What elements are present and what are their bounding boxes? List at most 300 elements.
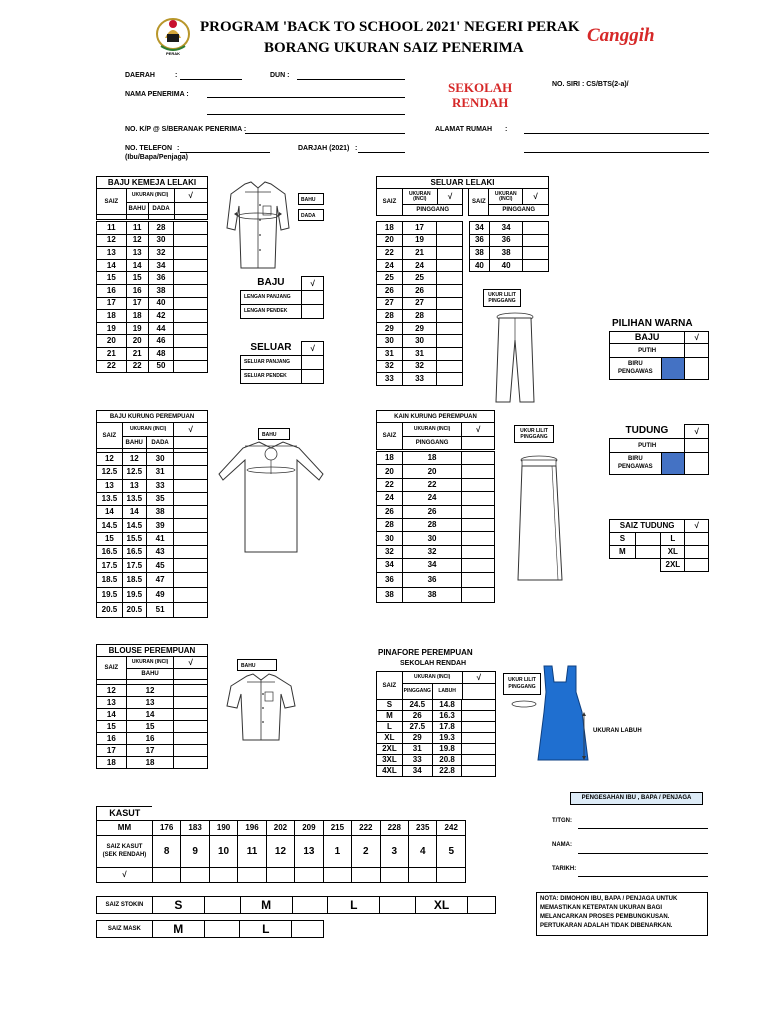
pinafore-labuh: 16.3 [432,711,462,722]
seluar-row [470,259,549,272]
seluar-pendek-check[interactable] [302,370,324,384]
mask-m-check[interactable] [204,921,240,938]
tudung-putih-check[interactable] [685,439,709,453]
kain-kurung-header [376,410,495,450]
kurung-row [97,492,208,505]
bahu-kurung-text: BAHU [262,432,277,438]
kain-row-check[interactable] [462,572,495,587]
seluar-row-check[interactable] [437,259,463,272]
mask-m: M [152,921,204,938]
kain-row-check[interactable] [462,492,495,505]
kasut-tick-cell[interactable] [266,868,294,883]
kain-pinggang: 34 [402,559,461,572]
blouse-saiz: 16 [97,733,127,745]
kurung-row-check[interactable] [174,546,208,559]
nota-line-3: MELANCARKAN PROSES PEMBUNGKUSAN. [540,914,670,920]
seluar-row-check[interactable] [437,335,463,348]
kurung-saiz: 18.5 [97,572,123,587]
pinafore-row-check[interactable] [462,700,496,711]
kasut-saiz-value: 5 [437,836,466,868]
kasut-mm-value: 228 [380,821,408,836]
kurung-row-check[interactable] [174,587,208,602]
blouse-row-check[interactable] [174,697,208,709]
kain-pinggang: 28 [402,518,461,531]
kain-row-check[interactable] [462,545,495,558]
kurung-bahu: 13.5 [122,492,146,505]
seluar-saiz: 36 [470,234,490,247]
kurung-bahu: 16.5 [122,546,146,559]
dun-field[interactable] [297,79,405,80]
kasut-tick-cell[interactable] [209,868,237,883]
kain-saiz: 26 [377,505,403,518]
kurung-saiz: 15 [97,532,123,545]
kurung-bahu: 20.5 [122,602,146,617]
pengesahan-box [570,792,703,805]
pinafore-row [377,722,496,733]
stokin-s-check[interactable] [204,897,240,914]
kurung-bahu: 14.5 [122,519,146,532]
notel-sublabel: (Ibu/Bapa/Penjaga) [125,154,189,161]
ukur-lilit-s-1: UKUR LILIT [488,292,516,298]
kemeja-row-check[interactable] [174,322,208,335]
pengesahan-nama-field[interactable] [578,853,708,854]
seluar-row-check[interactable] [523,222,549,235]
pilihan-warna-title: PILIHAN WARNA [612,318,693,329]
pinafore-row-check[interactable] [462,755,496,766]
pinafore-labuh: 19.3 [432,733,462,744]
kurung-row [97,466,208,479]
dada-header: DADA [148,203,174,215]
tudung-size-s-check[interactable] [635,533,661,546]
pinafore-row-check[interactable] [462,711,496,722]
kemeja-row-check[interactable] [174,360,208,373]
kain-row [377,492,495,505]
seluar-row-check[interactable] [437,284,463,297]
stokin-xl-check[interactable] [468,897,496,914]
kasut-saiz-value: 4 [409,836,437,868]
kemeja-saiz: 19 [97,322,127,335]
seluar-row-check[interactable] [437,373,463,386]
kurung-dada: 35 [146,492,174,505]
dun-label: DUN : [270,72,290,79]
seluar-row-check[interactable] [437,272,463,285]
kain-row-check[interactable] [462,505,495,518]
kemeja-row-check[interactable] [174,234,208,247]
kemeja-row [97,335,208,348]
kain-row-check[interactable] [462,478,495,491]
ukuran-header-b: UKURAN (INCI) [126,657,174,669]
kurung-row [97,559,208,572]
daerah-field[interactable] [180,79,242,80]
kurung-row [97,519,208,532]
alamat-field-2[interactable] [524,152,709,153]
seluar-pinggang: 33 [402,373,437,386]
kurung-row [97,532,208,545]
pinafore-row-check[interactable] [462,733,496,744]
seluar-row-check[interactable] [437,297,463,310]
nota-line-1: NOTA: DIMOHON IBU, BAPA / PENJAGA UNTUK [540,896,678,902]
seluar-row-check[interactable] [523,234,549,247]
seluar-row-check[interactable] [437,347,463,360]
seluar-row-check[interactable] [523,247,549,260]
kemeja-row [97,222,208,235]
pinafore-row-check[interactable] [462,722,496,733]
kemeja-row-check[interactable] [174,259,208,272]
blouse-row-check[interactable] [174,733,208,745]
pinafore-saiz: XL [377,733,403,744]
kain-row [377,587,495,602]
kasut-mm-value: 222 [352,821,380,836]
kain-pinggang: 32 [402,545,461,558]
kemeja-saiz: 11 [97,222,127,235]
mask-l-check[interactable] [292,921,324,938]
pinafore-pinggang: 29 [402,733,432,744]
kemeja-row-check[interactable] [174,222,208,235]
kasut-tick-cell[interactable] [295,868,323,883]
kemeja-row-check[interactable] [174,272,208,285]
kurung-row-check[interactable] [174,492,208,505]
kemeja-saiz: 15 [97,272,127,285]
kurung-bahu: 17.5 [122,559,146,572]
blouse-row [97,697,208,709]
school-level-line2: RENDAH [452,95,509,110]
blouse-row [97,745,208,757]
blouse-saiz: 13 [97,697,127,709]
kasut-tick-cell[interactable] [152,868,180,883]
baju-kemeja-title: BAJU KEMEJA LELAKI [97,177,208,189]
tudung-putih: PUTIH [610,439,685,453]
kasut-saiz-value: 8 [152,836,180,868]
seluar-pinggang: 25 [402,272,437,285]
kain-pinggang: 18 [402,452,461,465]
pinafore-saiz: L [377,722,403,733]
kemeja-dada: 48 [148,347,174,360]
stokin-table [96,896,496,914]
nota-line-4: PERTUKARAN ADALAH TIDAK DIBENARKAN. [540,923,673,929]
kasut-mm-value: 196 [238,821,266,836]
pinafore-saiz: 2XL [377,744,403,755]
kasut-tick-cell[interactable] [437,868,466,883]
kurung-bahu: 13 [122,479,146,492]
kasut-tick-cell[interactable] [352,868,380,883]
tudung-size-xl: XL [661,546,685,559]
kurung-saiz: 13.5 [97,492,123,505]
lengan-pendek: LENGAN PENDEK [241,305,302,319]
seluar-row-check[interactable] [437,322,463,335]
kain-row-check[interactable] [462,587,495,602]
tudung-size-2xl: 2XL [661,559,685,572]
kain-pinggang: 20 [402,465,461,478]
kemeja-row-check[interactable] [174,310,208,323]
kain-saiz: 36 [377,572,403,587]
pinafore-pinggang: 24.5 [402,700,432,711]
pinafore-row [377,755,496,766]
saiz-header-r: SAIZ [469,189,489,216]
ttgn-field[interactable] [578,828,708,829]
kain-saiz: 20 [377,465,403,478]
darjah-field[interactable] [358,152,405,153]
kemeja-row-check[interactable] [174,247,208,260]
blouse-row [97,709,208,721]
nama-field-2[interactable] [207,114,405,115]
tick-cell[interactable] [174,203,208,215]
nama-field-1[interactable] [207,97,405,98]
ukur-lilit-callout-seluar [483,289,521,307]
kurung-row-check[interactable] [174,466,208,479]
stokin-m-check[interactable] [292,897,328,914]
alamat-colon: : [505,126,508,133]
kain-row [377,559,495,572]
warna-biru: BIRU PENGAWAS [610,358,662,380]
seluar-saiz: 20 [377,234,403,247]
kemeja-dada: 30 [148,234,174,247]
tudung-size-2xl-check[interactable] [685,559,709,572]
pinafore-row-check[interactable] [462,744,496,755]
kasut-mm-value: 183 [181,821,209,836]
kain-saiz: 38 [377,587,403,602]
tudung-tick-header: √ [685,425,709,439]
seluar-saiz: 22 [377,247,403,260]
seluar-row-check[interactable] [437,234,463,247]
kasut-saiz-value: 1 [323,836,351,868]
stokin-l: L [328,897,380,914]
seluar-pinggang: 27 [402,297,437,310]
kain-row [377,452,495,465]
kemeja-row [97,297,208,310]
kemeja-row-check[interactable] [174,347,208,360]
ttgn-label: T/TGN: [552,818,572,824]
tudung-biru-check[interactable] [685,453,709,475]
seluar-row [377,234,463,247]
ukuran-l-2: (INCI) [413,195,427,202]
lengan-pendek-check[interactable] [302,305,324,319]
warna-putih-check[interactable] [685,344,709,358]
tick-cell-b[interactable] [174,669,208,680]
blouse-saiz: 18 [97,757,127,769]
blouse-row-check[interactable] [174,709,208,721]
kemeja-dada: 42 [148,310,174,323]
kemeja-dada: 50 [148,360,174,373]
seluar-row [377,322,463,335]
kasut-mm-value: 176 [152,821,180,836]
kemeja-bahu: 19 [126,322,148,335]
blouse-bahu: 15 [126,721,174,733]
bahu-callout-blouse [237,659,277,671]
tudung-table [609,424,709,475]
pinafore-pinggang: 33 [402,755,432,766]
bahu-header-b: BAHU [126,669,174,680]
kain-saiz: 30 [377,532,403,545]
pengesahan-nama-label: NAMA: [552,842,572,848]
pinafore-row-check[interactable] [462,766,496,777]
kemeja-dada: 44 [148,322,174,335]
no-siri-label: NO. SIRI : CS/BTS(2-a)/ [552,81,629,88]
seluar-row [377,347,463,360]
ukuran-r-1: UKURAN [494,190,517,197]
kurung-dada: 41 [146,532,174,545]
pengesahan-title: PENGESAHAN IBU , BAPA / PENJAGA [581,795,692,801]
seluar-pinggang: 40 [489,259,523,272]
tick-cell-p[interactable] [462,684,495,700]
blouse-bahu: 17 [126,745,174,757]
blouse-saiz: 15 [97,721,127,733]
blouse-row-check[interactable] [174,757,208,769]
seluar-row-check[interactable] [523,259,549,272]
tick-cell-k[interactable] [174,437,208,449]
kain-row-check[interactable] [462,452,495,465]
warna-biru-check[interactable] [685,358,709,380]
seluar-panjang-check[interactable] [302,356,324,370]
blouse-bahu: 18 [126,757,174,769]
kurung-saiz: 19.5 [97,587,123,602]
kain-saiz: 22 [377,478,403,491]
blouse-row-check[interactable] [174,685,208,697]
baju-kurung-header [96,410,208,453]
tick-header-r: √ [523,189,549,205]
blouse-row-check[interactable] [174,721,208,733]
tick-header: √ [174,189,208,203]
seluar-row-check[interactable] [437,310,463,323]
seluar-row [470,222,549,235]
pinafore-saiz: 4XL [377,766,403,777]
kain-row-check[interactable] [462,532,495,545]
kain-row [377,572,495,587]
kurung-saiz: 20.5 [97,602,123,617]
kemeja-row [97,310,208,323]
kemeja-bahu: 20 [126,335,148,348]
kemeja-row-check[interactable] [174,335,208,348]
baju-kurung-title: BAJU KURUNG PEREMPUAN [97,411,208,423]
kasut-tick-cell[interactable] [238,868,266,883]
notel-field[interactable] [180,152,270,153]
page-subtitle: BORANG UKURAN SAIZ PENERIMA [264,40,524,56]
bahu-header-k: BAHU [122,437,146,449]
kain-row [377,545,495,558]
stokin-l-check[interactable] [380,897,416,914]
ukuran-header: UKURAN (INCI) [126,189,174,203]
kasut-title: KASUT [97,807,153,821]
kurung-dada: 51 [146,602,174,617]
seluar-pinggang: 21 [402,247,437,260]
kurung-saiz: 14 [97,506,123,519]
kemeja-row-check[interactable] [174,297,208,310]
kasut-tick-cell[interactable] [181,868,209,883]
kasut-tick-cell[interactable] [323,868,351,883]
pinafore-rows [376,699,496,777]
lengan-panjang-check[interactable] [302,291,324,305]
pinafore-row [377,766,496,777]
seluar-pinggang: 31 [402,347,437,360]
tudung-size-l: L [661,533,685,546]
pinafore-labuh: 19.8 [432,744,462,755]
kurung-row-check[interactable] [174,519,208,532]
stokin-m: M [240,897,292,914]
seluar-saiz: 34 [470,222,490,235]
kain-row-check[interactable] [462,518,495,531]
seluar-row [377,360,463,373]
kemeja-bahu: 15 [126,272,148,285]
tarikh-field[interactable] [578,876,708,877]
brand-logo: Canggih [587,25,655,46]
kurung-dada: 39 [146,519,174,532]
seluar-saiz: 24 [377,259,403,272]
seluar-tick-header: √ [302,342,324,356]
kemeja-row [97,234,208,247]
kasut-tick-cell[interactable] [380,868,408,883]
blouse-bahu: 13 [126,697,174,709]
seluar-row-check[interactable] [437,247,463,260]
blouse-row-check[interactable] [174,745,208,757]
kurung-row-check[interactable] [174,602,208,617]
saiz-header-p: SAIZ [377,672,403,700]
seluar-saiz: 30 [377,335,403,348]
tick-cell-kk[interactable] [462,437,495,450]
tudung-biru: BIRU PENGAWAS [610,453,662,475]
kurung-row-check[interactable] [174,559,208,572]
seluar-row [377,335,463,348]
lengan-panjang: LENGAN PANJANG [241,291,302,305]
darjah-colon: : [355,145,358,152]
pinafore-pinggang: 27.5 [402,722,432,733]
alamat-field-1[interactable] [524,133,709,134]
kurung-row-check[interactable] [174,532,208,545]
ukur-lilit-k-2: PINGGANG [520,434,548,440]
tudung-size-m-check[interactable] [635,546,661,559]
kain-row-check[interactable] [462,465,495,478]
seluar-row [470,247,549,260]
pinafore-row [377,733,496,744]
kemeja-bahu: 17 [126,297,148,310]
seluar-row [377,247,463,260]
seluar-pinggang: 29 [402,322,437,335]
daerah-colon: : [175,72,178,79]
ukuran-labuh-label: UKURAN LABUH [593,728,642,734]
nokp-label: NO. K/P @ S/BERANAK PENERIMA : [125,126,247,133]
kurung-row-check[interactable] [174,479,208,492]
seluar-pinggang: 28 [402,310,437,323]
seluar-saiz: 29 [377,322,403,335]
kemeja-bahu: 21 [126,347,148,360]
kemeja-bahu: 12 [126,234,148,247]
ukuran-l-1: UKURAN [408,190,431,197]
kurung-row-check[interactable] [174,506,208,519]
seluar-row [377,222,463,235]
seluar-row-check[interactable] [437,222,463,235]
kain-saiz: 34 [377,559,403,572]
kasut-tick-cell[interactable] [409,868,437,883]
kurung-row [97,587,208,602]
kurung-row-check[interactable] [174,572,208,587]
kemeja-row-check[interactable] [174,284,208,297]
notel-label: NO. TELEFON [125,145,173,152]
bahu-header: BAHU [126,203,148,215]
kurung-row-check[interactable] [174,453,208,466]
bahu-callout-text: BAHU [301,197,316,203]
blouse-bahu: 16 [126,733,174,745]
notel-colon: : [177,145,180,152]
kemeja-row [97,247,208,260]
kain-row-check[interactable] [462,559,495,572]
tudung-size-l-check[interactable] [685,533,709,546]
nokp-field[interactable] [245,133,405,134]
seluar-row [377,272,463,285]
kasut-mm-value: 235 [409,821,437,836]
dada-header-k: DADA [146,437,174,449]
kurung-saiz: 12 [97,453,123,466]
seluar-row-check[interactable] [437,360,463,373]
blouse-bahu: 12 [126,685,174,697]
tudung-size-xl-check[interactable] [685,546,709,559]
